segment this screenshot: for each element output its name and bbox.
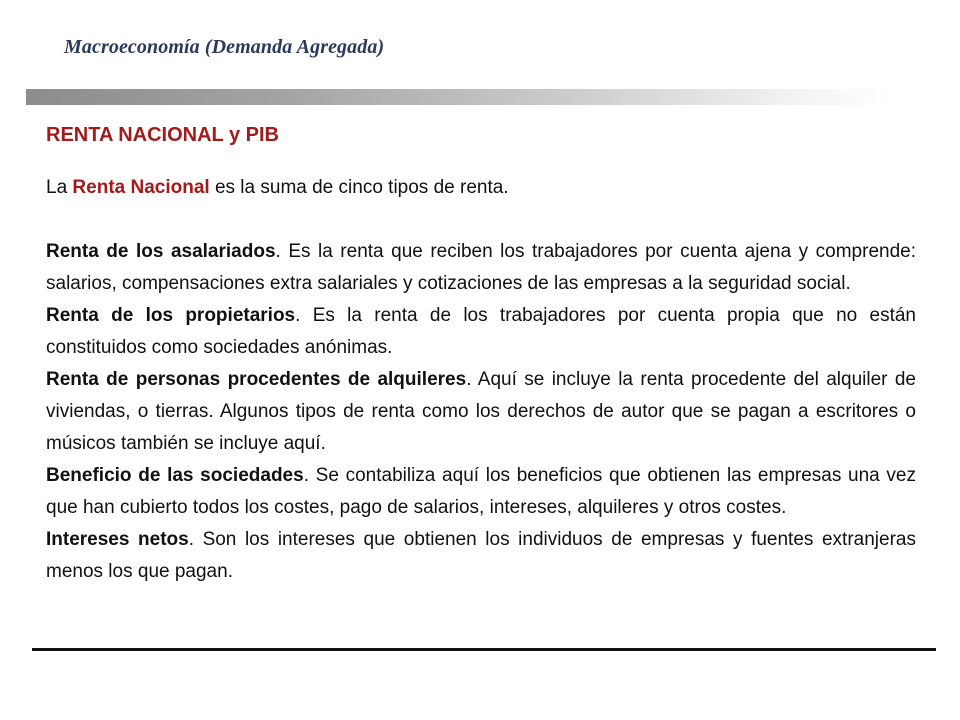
- income-item-intereses-netos: [46, 524, 916, 588]
- main-content: [46, 172, 916, 588]
- income-item-term: Renta de los propietarios: [46, 305, 296, 326]
- income-item-propietarios: [46, 300, 916, 364]
- intro-before: La: [46, 177, 73, 198]
- income-item-term: Beneficio de las sociedades: [46, 465, 304, 486]
- income-item-term: Renta de personas procedentes de alquileres: [46, 369, 467, 390]
- intro-after: es la suma de cinco tipos de renta.: [209, 177, 509, 198]
- income-item-term: Intereses netos: [46, 529, 189, 550]
- income-item-term: Renta de los asalariados: [46, 241, 276, 262]
- income-item-text: . Son los intereses que obtienen los individuos de empresas y fuentes extranjeras menos los que pagan.: [46, 529, 916, 582]
- intro-paragraph: [46, 172, 916, 204]
- bottom-divider-line: [32, 648, 936, 651]
- intro-highlight-term: Renta Nacional: [72, 177, 210, 198]
- income-item-text: . Se contabiliza aquí los beneficios que obtienen las empresas una vez que han cubierto todos los costes, pago de salarios, intereses, alquileres y otros costes.: [46, 465, 916, 518]
- income-item-text: . Aquí se incluye la renta procedente del alquiler de viviendas, o tierras. Algunos tipos de renta como los derechos de autor que se pagan a escritores o músicos también se incluye aquí.: [46, 369, 917, 454]
- slide-header-title: Macroeconomía (Demanda Agregada): [64, 36, 385, 58]
- income-item-text: . Es la renta de los trabajadores por cuenta propia que no están constituidos como sociedades anónimas.: [46, 305, 916, 358]
- section-title: RENTA NACIONAL y PIB: [46, 124, 279, 146]
- income-item-text: . Es la renta que reciben los trabajadores por cuenta ajena y comprende: salarios, compensaciones extra salariales y cotizaciones de las empresas a la seguridad social.: [46, 241, 916, 294]
- income-item-alquileres: [46, 364, 916, 460]
- header-gradient-bar: [26, 89, 890, 105]
- income-item-asalariados: [46, 236, 916, 300]
- income-item-beneficio-sociedades: [46, 460, 916, 524]
